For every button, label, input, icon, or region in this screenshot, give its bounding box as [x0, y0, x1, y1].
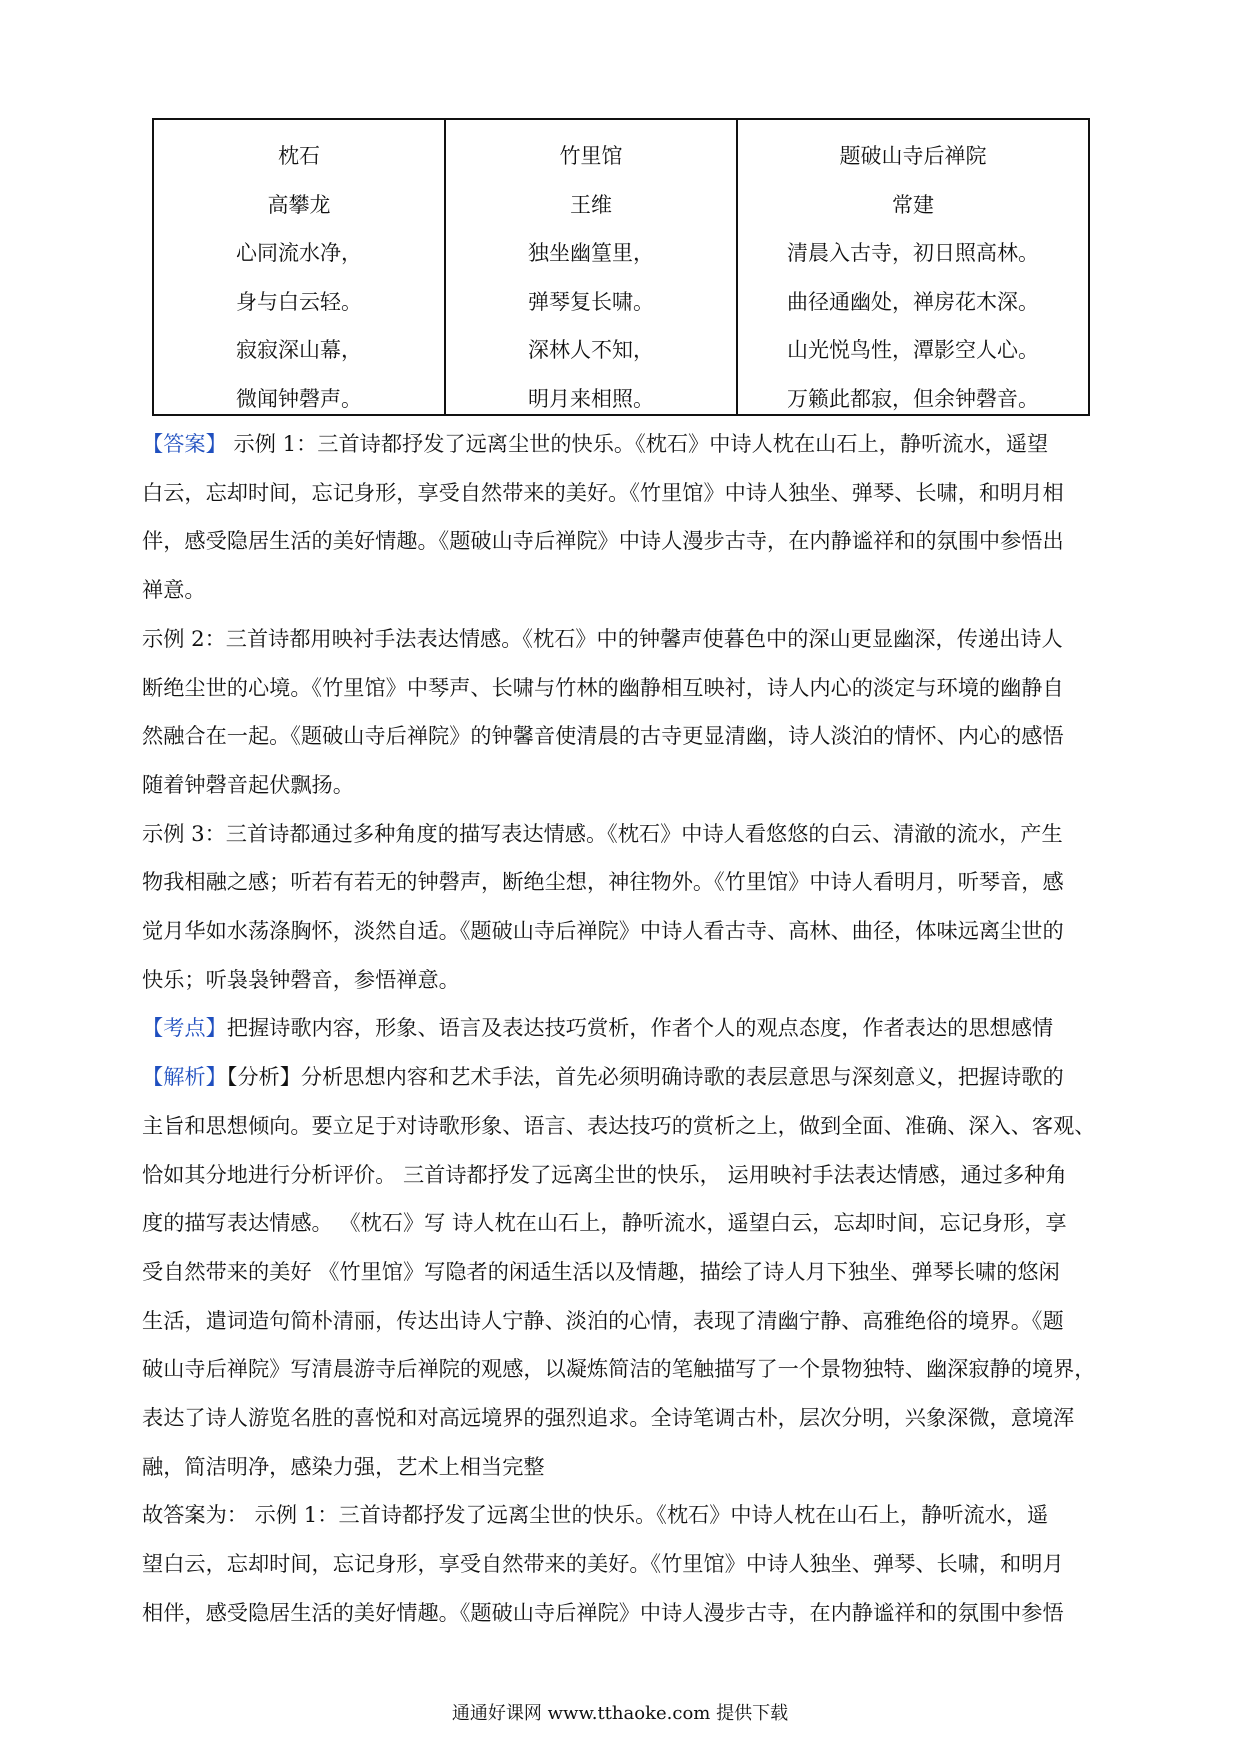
poem-author: 高攀龙	[267, 192, 331, 217]
poem-title: 竹里馆	[559, 144, 623, 168]
answer-example-2-line: 示例 2：三首诗都用映衬手法表达情感。《枕石》中的钟馨声使暮色中的深山更显幽深，传递出诗人	[142, 625, 1063, 651]
answer-example-3-line: 示例 3：三首诗都通过多种角度的描写表达情感。《枕石》中诗人看悠悠的白云、清澈的流水，产生	[142, 820, 1063, 846]
poem-line: 微闻钟磬声。	[236, 386, 362, 411]
poem-line: 山光悦鸟性，潭影空人心。	[787, 338, 1039, 362]
jiexi-line	[142, 1053, 1102, 1102]
jiexi-line: 生活，遣词造句简朴清丽，传达出诗人宁静、淡泊的心情，表现了清幽宁静、高雅绝俗的境界。《题	[142, 1307, 1064, 1333]
jiexi-line: 表达了诗人游览名胜的喜悦和对高远境界的强烈追求。全诗笔调古朴，层次分明，兴象深微，意境浑	[142, 1405, 1075, 1431]
answer-example-3-line: 快乐；听袅袅钟磬音，参悟禅意。	[142, 966, 460, 992]
poem-line: 明月来相照。	[528, 386, 654, 411]
poem-author: 常建	[892, 192, 934, 217]
poem-line: 深林人不知，	[528, 338, 654, 362]
answer-example-2-line: 断绝尘世的心境。《竹里馆》中琴声、长啸与竹林的幽静相互映衬，诗人内心的淡定与环境的幽静自	[142, 674, 1064, 700]
final-answer-line: 故答案为： 示例 1：三首诗都抒发了远离尘世的快乐。《枕石》中诗人枕在山石上，静听流水，遥	[142, 1502, 1049, 1528]
answer-example-3-line: 觉月华如水荡涤胸怀，淡然自适。《题破山寺后禅院》中诗人看古寺、高林、曲径，体味远离尘世的	[142, 918, 1064, 944]
poem-line: 万籁此都寂，但余钟磬音。	[787, 386, 1039, 411]
poem-column-poshansi	[738, 120, 1088, 414]
page-footer: 通通好课网 www.tthaoke.com 提供下载	[451, 1703, 789, 1724]
poem-line: 独坐幽篁里，	[528, 241, 654, 265]
answer-tag: 【答案】	[142, 431, 227, 456]
jiexi-text: 【分析】分析思想内容和艺术手法，首先必须明确诗歌的表层意思与深刻意义，把握诗歌的	[226, 1064, 1064, 1090]
final-answer-line: 望白云，忘却时间，忘记身形，享受自然带来的美好。《竹里馆》中诗人独坐、弹琴、长啸，和明月	[142, 1551, 1064, 1577]
poem-column-zhenshi	[154, 120, 446, 414]
answer-example-1-line: 白云，忘却时间，忘记身形，享受自然带来的美好。《竹里馆》中诗人独坐、弹琴、长啸，和明月相	[142, 479, 1064, 505]
final-answer-line: 相伴，感受隐居生活的美好情趣。《题破山寺后禅院》中诗人漫步古寺，在内静谧祥和的氛围中参悟	[142, 1599, 1064, 1625]
answer-body	[142, 420, 1102, 1638]
jiexi-line: 主旨和思想倾向。要立足于对诗歌形象、语言、表达技巧的赏析之上，做到全面、准确、深入、客观、	[142, 1112, 1096, 1138]
poem-line: 曲径通幽处，禅房花木深。	[787, 289, 1039, 314]
poem-title: 题破山寺后禅院	[839, 144, 987, 168]
answer-example-3-line: 物我相融之感；听若有若无的钟磬声，断绝尘想，神往物外。《竹里馆》中诗人看明月，听琴音，感	[142, 869, 1064, 895]
poem-line: 清晨入古寺，初日照高林。	[787, 241, 1039, 265]
kaodian-text: 把握诗歌内容，形象、语言及表达技巧赏析，作者个人的观点态度，作者表达的思想感情	[226, 1015, 1054, 1041]
poem-line: 身与白云轻。	[236, 289, 362, 314]
answer-example-2-line: 随着钟磬音起伏飘扬。	[142, 771, 354, 797]
answer-text: 示例 1：三首诗都抒发了远离尘世的快乐。《枕石》中诗人枕在山石上，静听流水，遥望	[226, 431, 1049, 456]
answer-example-2-line: 然融合在一起。《题破山寺后禅院》的钟馨音使清晨的古寺更显清幽，诗人淡泊的情怀、内心的感悟	[142, 723, 1064, 749]
poem-title: 枕石	[278, 144, 320, 168]
poem-line: 寂寂深山幕，	[236, 338, 362, 362]
poem-line: 弹琴复长啸。	[528, 289, 654, 314]
jiexi-line: 融，简洁明净，感染力强，艺术上相当完整	[142, 1453, 545, 1479]
poem-author: 王维	[570, 192, 612, 217]
answer-example-1-line	[142, 420, 1102, 469]
answer-example-1-line: 伴，感受隐居生活的美好情趣。《题破山寺后禅院》中诗人漫步古寺，在内静谧祥和的氛围中参悟出	[142, 528, 1064, 554]
poem-table	[152, 118, 1090, 416]
jiexi-line: 度的描写表达情感。 《枕石》写 诗人枕在山石上，静听流水，遥望白云，忘却时间，忘记身形，享	[142, 1210, 1067, 1236]
jiexi-line: 破山寺后禅院》写清晨游寺后禅院的观感，以凝炼简洁的笔触描写了一个景物独特、幽深寂静的境界，	[142, 1356, 1096, 1382]
poem-line: 心同流水净，	[236, 241, 362, 265]
jiexi-line: 受自然带来的美好 《竹里馆》写隐者的闲适生活以及情趣，描绘了诗人月下独坐、弹琴长啸的悠闲	[142, 1258, 1060, 1284]
jiexi-line: 恰如其分地进行分析评价。 三首诗都抒发了远离尘世的快乐， 运用映衬手法表达情感，通过多种角	[142, 1161, 1067, 1187]
poem-column-zhuliguan	[446, 120, 738, 414]
jiexi-tag: 【解析】	[142, 1064, 227, 1090]
kaodian-line	[142, 1004, 1102, 1053]
answer-example-1-line: 禅意。	[142, 577, 206, 603]
kaodian-tag: 【考点】	[142, 1015, 227, 1041]
